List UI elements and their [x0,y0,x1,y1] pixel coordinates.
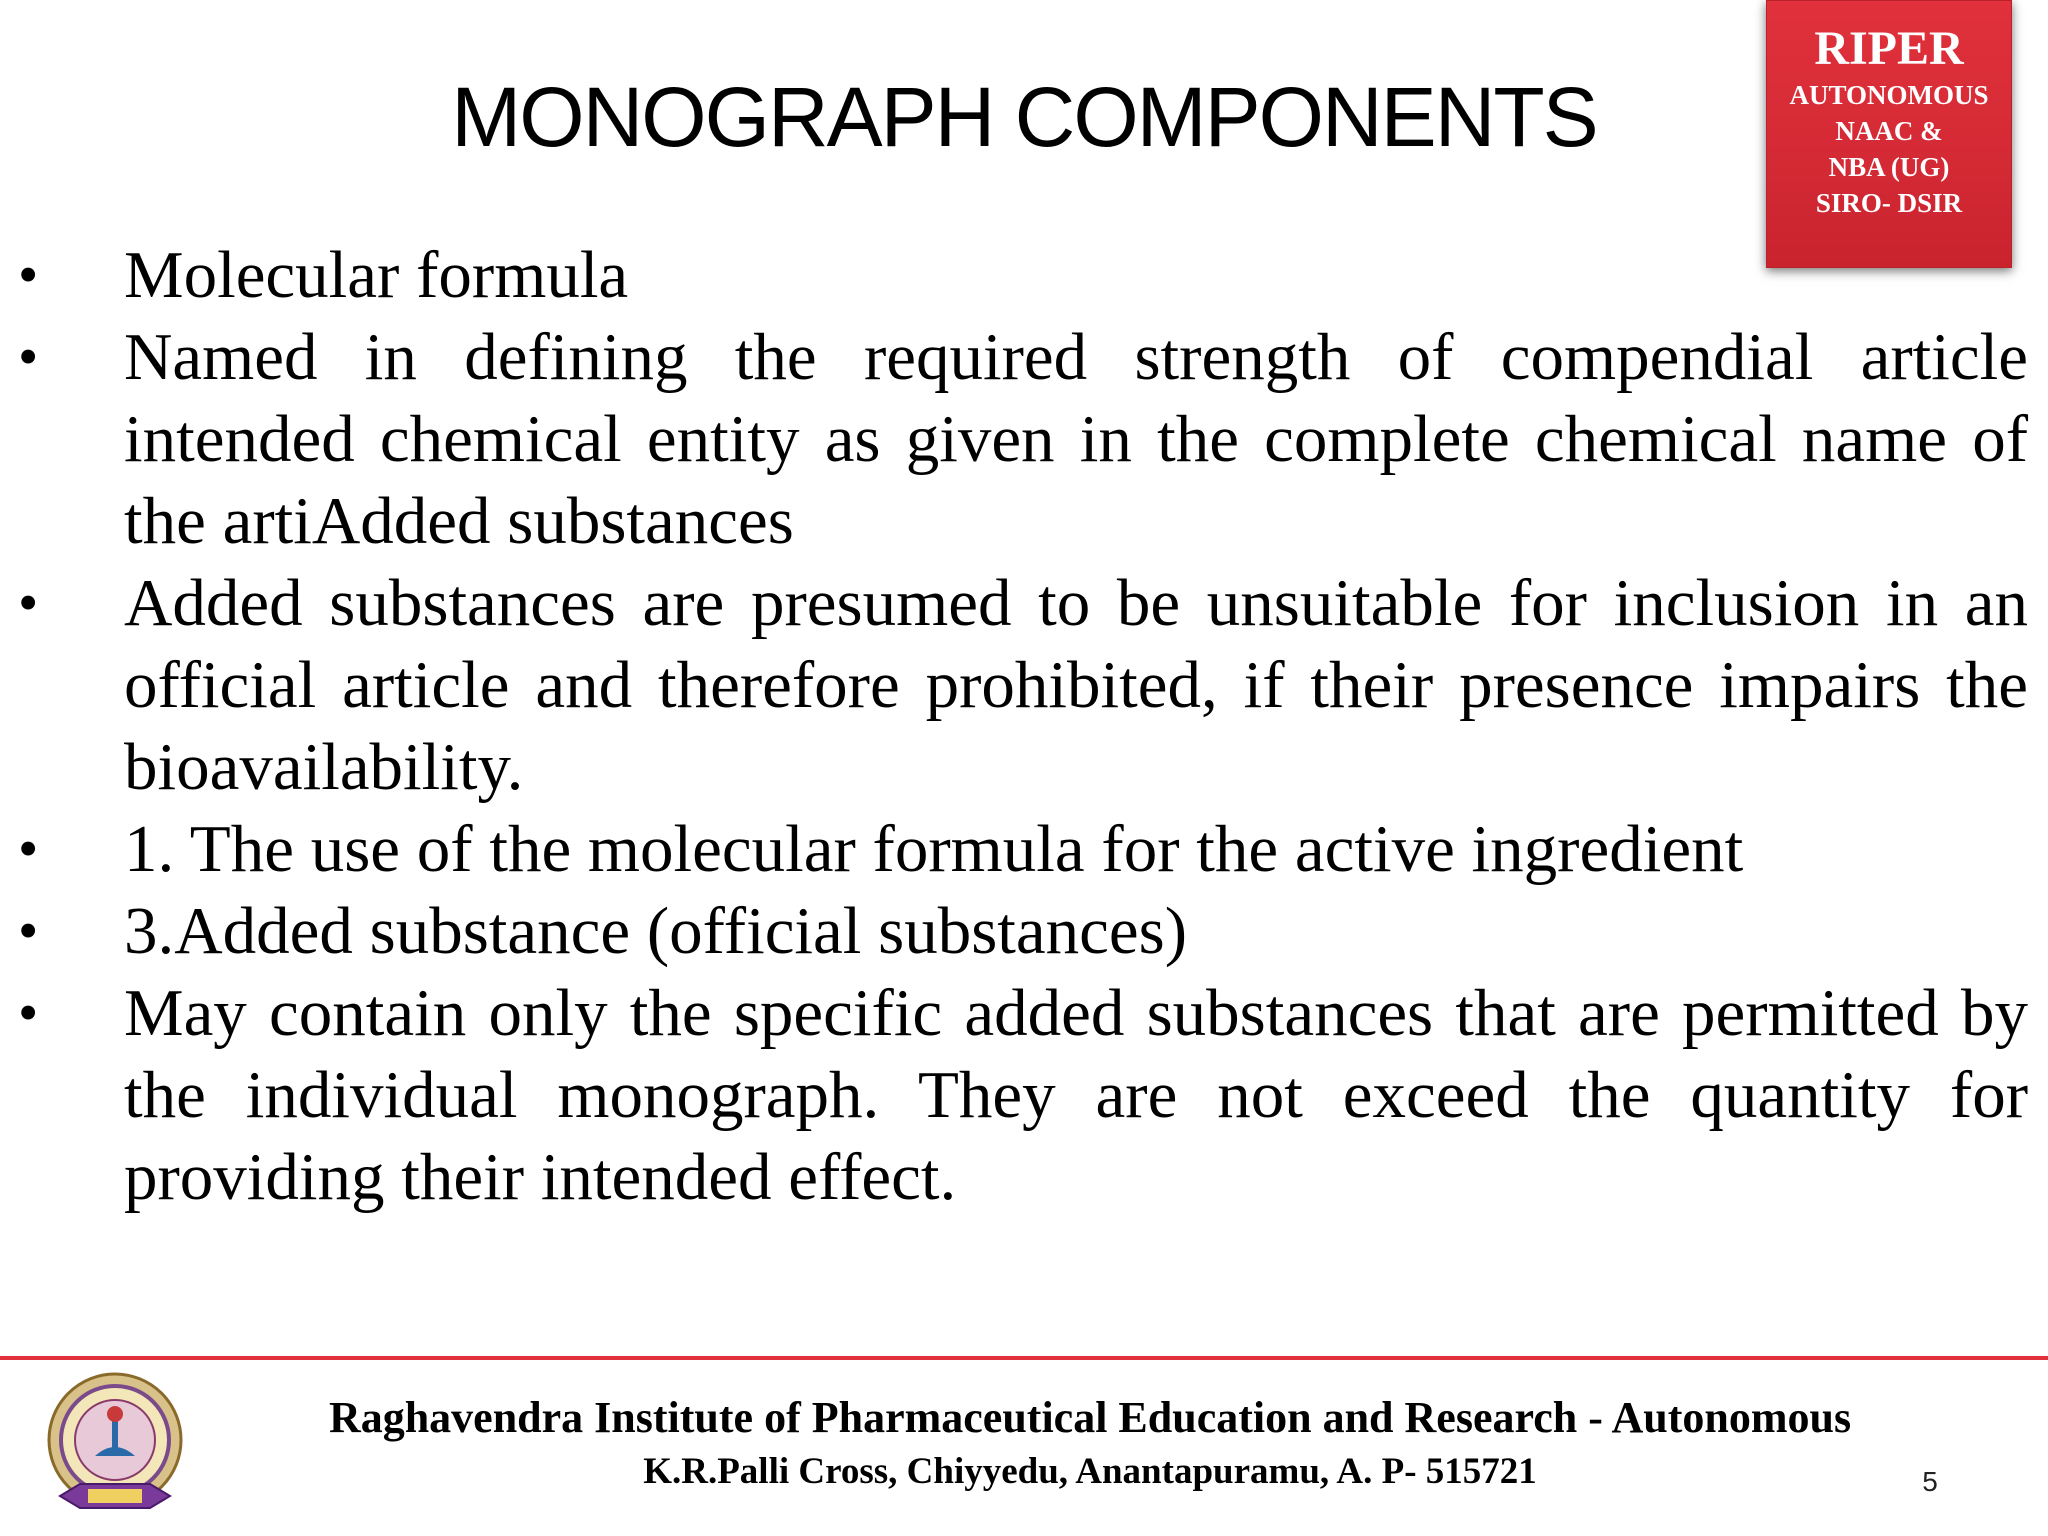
list-item [0,562,2048,808]
badge-line-autonomous: AUTONOMOUS [1789,80,1989,110]
slide-title: MONOGRAPH COMPONENTS [451,70,1597,164]
institution-name: Raghavendra Institute of Pharmaceutical Education and Research - Autonomous [328,1393,1852,1442]
bullet-text: Added substances are presumed to be unsuitable for inclusion in an official article and therefore prohibited, if their presence impairs the bioavailability. [124,566,2028,804]
badge-line-siro: SIRO- DSIR [1815,188,1963,218]
list-item [0,234,2048,316]
list-item [0,316,2048,562]
bullet-icon: • [18,570,39,635]
badge-line-nba: NBA (UG) [1828,152,1950,182]
page-number: 5 [1922,1466,1938,1497]
institute-seal-icon [40,1368,190,1526]
list-item [0,808,2048,890]
list-item [0,972,2048,1218]
bullet-list [0,234,2048,1218]
bullet-icon: • [18,816,39,881]
bullet-icon: • [18,324,39,389]
badge-title: RIPER [1814,22,1964,75]
bullet-text: 3.Added substance (official substances) [124,894,1188,968]
bullet-text: May contain only the specific added substances that are permitted by the individual monograph. They are not exceed the quantity for providing their intended effect. [124,976,2028,1214]
bullet-text: 1. The use of the molecular formula for the active ingredient [124,812,1744,886]
bullet-icon: • [18,980,39,1045]
bullet-icon: • [18,898,39,963]
bullet-icon: • [18,242,39,307]
badge-line-naac: NAAC & [1835,116,1943,146]
footer-divider [0,1356,2048,1360]
institution-address: K.R.Palli Cross, Chiyyedu, Anantapuramu, A. P- 515721 [643,1451,1537,1492]
list-item [0,890,2048,972]
bullet-text: Molecular formula [124,238,629,312]
bullet-text: Named in defining the required strength of compendial article intended chemical entity as given in the complete chemical name of the artiAdded substances [124,320,2028,558]
riper-badge [1766,0,2012,268]
